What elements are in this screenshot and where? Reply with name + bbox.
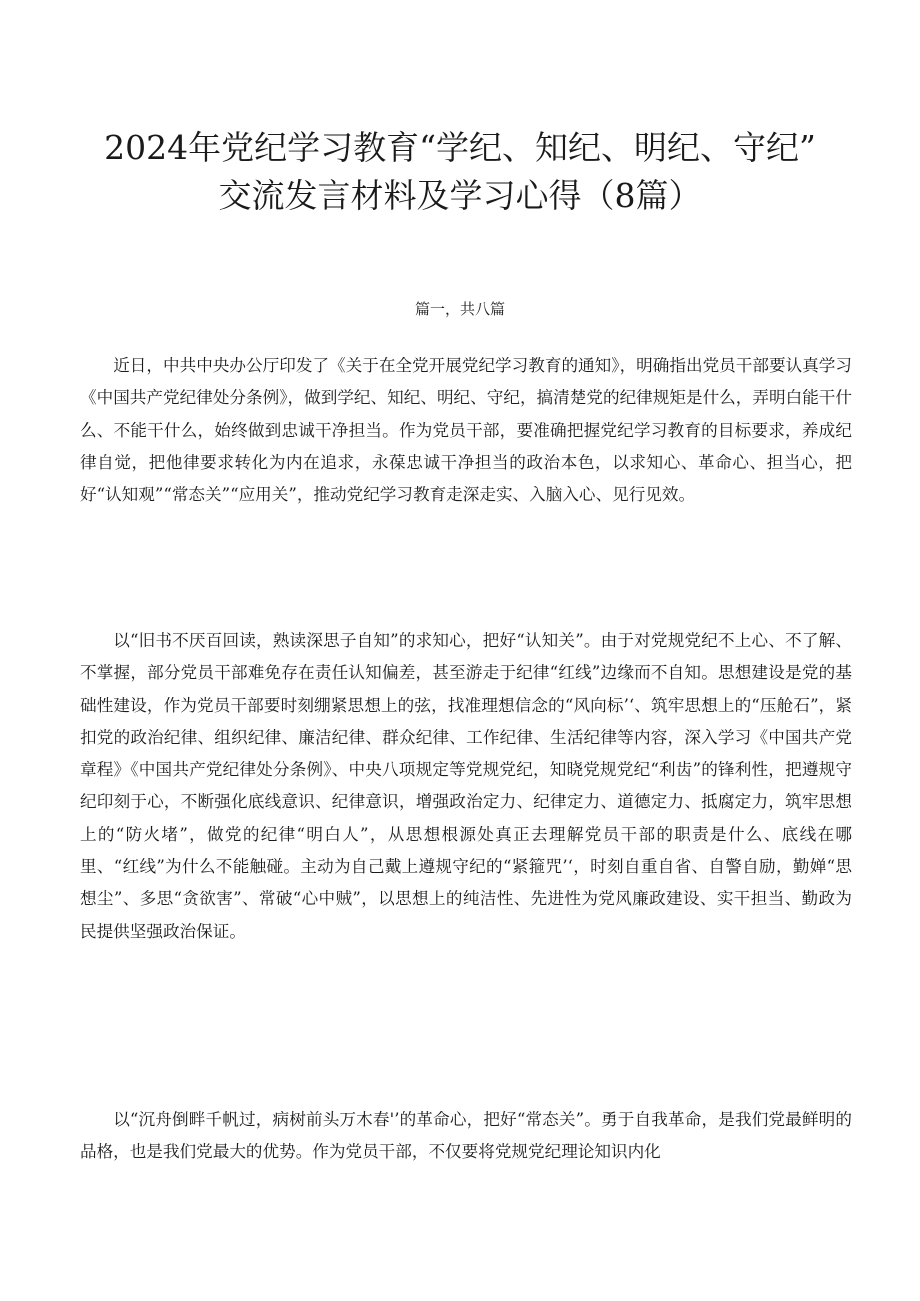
body-paragraph-3: 以“沉舟倒畔千帆过，病树前头万木春'’的革命心，把好“常态关”。勇于自我革命，是我们党最鲜明的品格，也是我们党最大的优势。作为党员干部，不仅要将党规党纪理论知识内化	[80, 1110, 852, 1162]
document-title-line-1: 2024年党纪学习教育“学纪、知纪、明纪、守纪”	[104, 128, 816, 167]
body-paragraph-1: 近日，中共中央办公厅印发了《关于在全党开展党纪学习教育的通知》，明确指出党员干部要认真学习《中国共产党纪律处分条例》，做到学纪、知纪、明纪、守纪，搞清楚党的纪律规矩是什么，弄明白能干什么、不能干什么，始终做到忠诚干净担当。作为党员干部，要准确把握党纪学习教育的目标要求，养成纪律自觉，把他律要求转化为内在追求，永葆忠诚干净担当的政治本色，以求知心、革命心、担当心，把好“认知观”“常态关”“应用关”，推动党纪学习教育走深走实、入脑入心、见行见效。	[80, 356, 852, 505]
section-heading: 篇一，共八篇	[414, 300, 505, 318]
body-paragraph-2: 以“旧书不厌百回读，熟读深思子自知”的求知心，把好“认知关”。由于对党规党纪不上心、不了解、不掌握，部分党员干部难免存在责任认知偏差，甚至游走于纪律“红线”边缘而不自知。思想建设是党的基础性建设，作为党员干部要时刻绷紧思想上的弦，找准理想信念的“风向标’‘、筑牢思想上的“压舱石”，紧扣党的政治纪律、组织纪律、廉洁纪律、群众纪律、工作纪律、生活纪律等内容，深入学习《中国共产党章程》《中国共产党纪律处分条例》、中央八项规定等党规党纪，知晓党规党纪“利齿”的锋利性，把遵规守纪印刻于心，不断强化底线意识、纪律意识，增强政治定力、纪律定力、道德定力、抵腐定力，筑牢思想上的“防火堵”，做党的纪律“明白人”，从思想根源处真正去理解党员干部的职责是什么、底线在哪里、“红线”为什么不能触碰。主动为自己戴上遵规守纪的“紧箍咒’‘，时刻自重自省、自警自励，勤婵“思想尘”、多思“贪欲害”、常破“心中贼”，以思想上的纯洁性、先进性为党风廉政建设、实干担当、勤政为民提供坚强政治保证。	[80, 631, 852, 941]
document-title-line-2: 交流发言材料及学习心得（8篇）	[218, 176, 702, 215]
